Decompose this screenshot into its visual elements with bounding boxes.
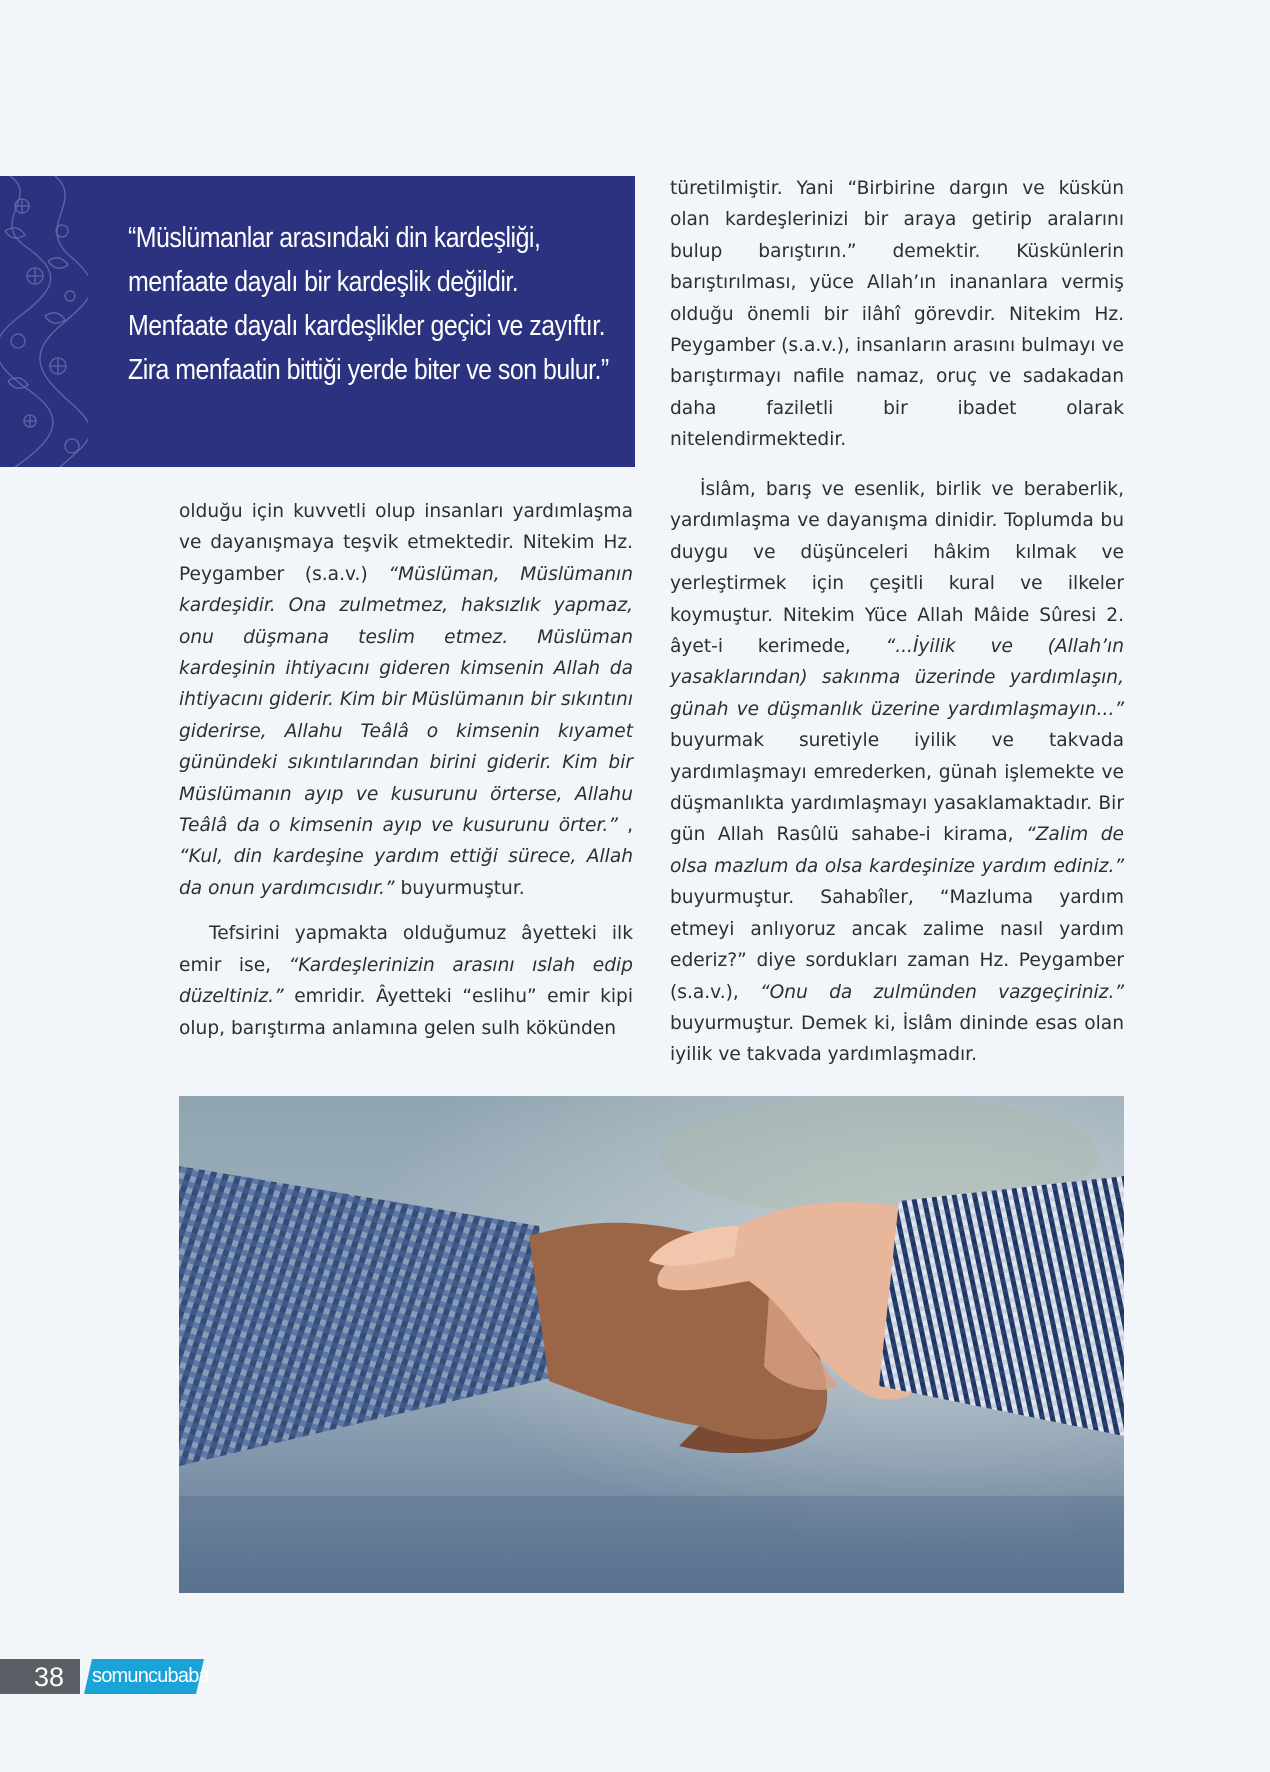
pull-quote-text: “Müslümanlar arasındaki din kardeşliği, menfaate dayalı bir kardeşlik değildir. Menfaate dayalı kardeşlikler geçici ve zayıftır. Zira menfaatin bittiği yerde biter ve son bulur.”: [128, 222, 609, 386]
floral-ornament-icon: [0, 176, 88, 467]
paragraph: İslâm, barış ve esenlik, birlik ve beraberlik, yardımlaşma ve dayanışma dinidir. Toplumda bu duygu ve düşünceleri hâkim kılmak ve yerleştirmek için çeşitli kural ve ilkeler koymuştur. Nitekim Yüce Allah Mâide Sûresi 2. âyet-i kerimede, “...İyilik ve (Allah’ın yasaklarından) sakınma üzerinde yardımlaşın, günah ve düşmanlık üzerine yardımlaşmayın...” buyurmak suretiyle iyilik ve takvada yardımlaşmayı emrederken, günah işlemekte ve düşmanlıkta yardımlaşmayı yasaklamaktadır. Bir gün Allah Rasûlü sahabe-i kirama, “Zalim de olsa mazlum da olsa kardeşinize yardım ediniz.” buyurmuştur. Sahabîler, “Mazluma yardım etmeyi anlıyoruz ancak zalime nasıl yardım ederiz?” diye sordukları zaman Hz. Peygamber (s.a.v.), “Onu da zulmünden vazgeçiriniz.” buyurmuştur. Demek ki, İslâm dininde esas olan iyilik ve takvada yardımlaşmadır.: [670, 479, 1124, 1066]
verse-quote: “Kardeşlerinizin arasını ıslah edip düzeltiniz.”: [179, 954, 633, 1008]
hadith-quote: “Müslüman, Müslümanın kardeşidir. Ona zulmetmez, haksızlık yapmaz, onu düşmana teslim etmez. Müslüman kardeşinin ihtiyacını gideren kimsenin Allah da ihtiyacını giderir. Kim bir Müslümanın bir sıkıntını giderirse, Allahu Teâlâ o kimsenin kıyamet günündeki sıkıntılarından birini giderir. Kim bir Müslümanın ayıp ve kusurunu örterse, Allahu Teâlâ da o kimsenin ayıp ve kusurunu örter.”: [179, 563, 634, 837]
pull-quote-box: [0, 176, 635, 467]
page-number: 38: [34, 1662, 65, 1692]
paragraph: türetilmiştir. Yani “Birbirine dargın ve küskün olan kardeşlerinizi bir araya getirip aralarını bulup barıştırın.” demektir. Küskünlerin barıştırılması, yüce Allah’ın inananlara vermiş olduğu önemli bir ilâhî görevdir. Nitekim Hz. Peygamber (s.a.v.), insanların arasını bulmayı ve barıştırmayı nafile namaz, oruç ve sadakadan daha faziletli bir ibadet olarak nitelendirmektedir.: [670, 178, 1124, 451]
verse-quote: “...İyilik ve (Allah’ın yasaklarından) sakınma üzerinde yardımlaşın, günah ve düşmanlık üzerine yardımlaşmayın...”: [670, 636, 1124, 720]
handshake-illustration: [179, 1096, 1124, 1593]
hadith-quote: “Zalim de olsa mazlum da olsa kardeşinize yardım ediniz.”: [670, 824, 1124, 877]
hadith-quote: “Kul, din kardeşine yardım ettiği sürece, Allah da onun yardımcısıdır.”: [179, 846, 633, 899]
hadith-quote: “Onu da zulmünden vazgeçiriniz.”: [760, 981, 1124, 1003]
paragraph: olduğu için kuvvetli olup insanları yardımlaşma ve dayanışmaya teşvik etmektedir. Nitekim Hz. Peygamber (s.a.v.) “Müslüman, Müslümanın kardeşidir. Ona zulmetmez, haksızlık yapmaz, onu düşmana teslim etmez. Müslüman kardeşinin ihtiyacını gideren kimsenin Allah da ihtiyacını giderir. Kim bir Müslümanın bir sıkıntını giderirse, Allahu Teâlâ o kimsenin kıyamet günündeki sıkıntılarından birini giderir. Kim bir Müslümanın ayıp ve kusurunu örterse, Allahu Teâlâ da o kimsenin ayıp ve kusurunu örter.” , “Kul, din kardeşine yardım ettiği sürece, Allah da onun yardımcısıdır.” buyurmuştur.: [179, 501, 634, 899]
brand-name: somuncubaba: [92, 1665, 209, 1687]
right-column-bottom: [670, 474, 1124, 1071]
right-column-top: [670, 173, 1124, 456]
left-column: [179, 496, 633, 1044]
handshake-photo: [179, 1096, 1124, 1593]
paragraph: Tefsirini yapmakta olduğumuz âyetteki ilk emir ise, “Kardeşlerinizin arasını ıslah edip düzeltiniz.” emridir. Âyetteki “eslihu” emir kipi olup, barıştırma anlamına gelen sulh kökünden: [179, 923, 633, 1039]
